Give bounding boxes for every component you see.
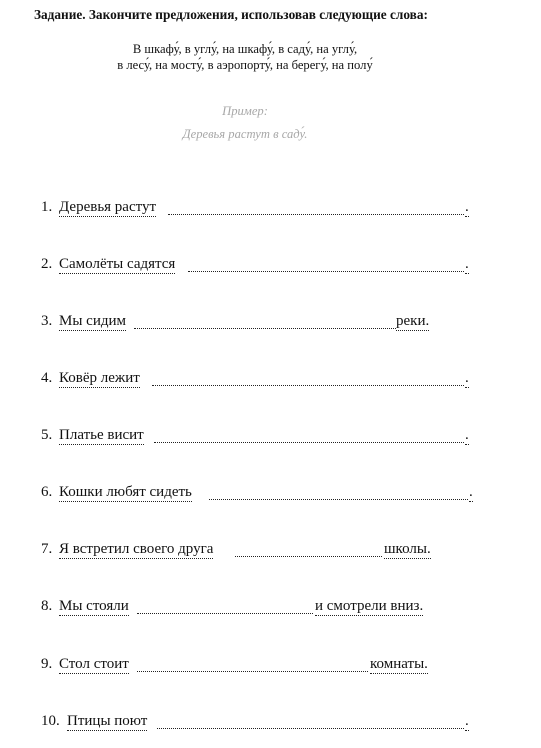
exercise-number: 9.	[41, 656, 53, 672]
answer-blank[interactable]	[137, 656, 368, 672]
example-label: Пример:	[222, 104, 268, 118]
exercise-number: 5.	[41, 427, 53, 443]
answer-blank[interactable]	[152, 370, 464, 386]
exercise-prompt: Самолёты садятся	[59, 256, 176, 272]
answer-blank[interactable]	[168, 199, 464, 215]
word-bank-line-1: В шкафу́, в углу́, на шкафу́, в саду́, на углу́,	[132, 42, 358, 56]
exercise-ending: .	[465, 370, 469, 386]
answer-blank[interactable]	[154, 427, 464, 443]
exercise-prompt: Платье висит	[59, 427, 144, 443]
exercise-number: 10.	[41, 713, 60, 729]
exercise-prompt: Деревья растут	[59, 199, 157, 215]
exercise-number: 6.	[41, 484, 53, 500]
exercise-prompt: Ковёр лежит	[59, 370, 140, 386]
exercise-prompt: Я встретил своего друга	[59, 541, 214, 557]
exercise-ending: и смотрели вниз.	[315, 598, 424, 614]
exercise-number: 3.	[41, 313, 53, 329]
exercise-ending: школы.	[384, 541, 431, 557]
task-title: Задание. Закончите предложения, использовав следующие слова:	[34, 7, 428, 22]
answer-blank[interactable]	[188, 256, 464, 272]
answer-blank[interactable]	[134, 313, 396, 329]
exercise-ending: комнаты.	[370, 656, 428, 672]
answer-blank[interactable]	[209, 484, 468, 500]
exercise-prompt: Птицы поют	[67, 713, 148, 729]
exercise-ending: .	[465, 256, 469, 272]
exercise-ending: .	[469, 484, 473, 500]
exercise-number: 7.	[41, 541, 53, 557]
exercise-number: 2.	[41, 256, 53, 272]
exercise-prompt: Мы стояли	[59, 598, 129, 614]
exercise-prompt: Мы сидим	[59, 313, 127, 329]
answer-blank[interactable]	[157, 713, 464, 729]
exercise-ending: .	[465, 199, 469, 215]
exercise-ending: .	[465, 427, 469, 443]
exercise-number: 4.	[41, 370, 53, 386]
exercise-prompt: Кошки любят сидеть	[59, 484, 192, 500]
exercise-ending: реки.	[396, 313, 430, 329]
answer-blank[interactable]	[235, 541, 382, 557]
exercise-number: 1.	[41, 199, 53, 215]
exercise-number: 8.	[41, 598, 53, 614]
exercise-prompt: Стол стоит	[59, 656, 129, 672]
word-bank-line-2: в лесу́, на мосту́, в аэропорту́, на берегу́, на полу́	[117, 58, 373, 72]
exercise-ending: .	[465, 713, 469, 729]
example-sentence: Деревья растут в саду́.	[182, 127, 308, 141]
answer-blank[interactable]	[137, 598, 313, 614]
